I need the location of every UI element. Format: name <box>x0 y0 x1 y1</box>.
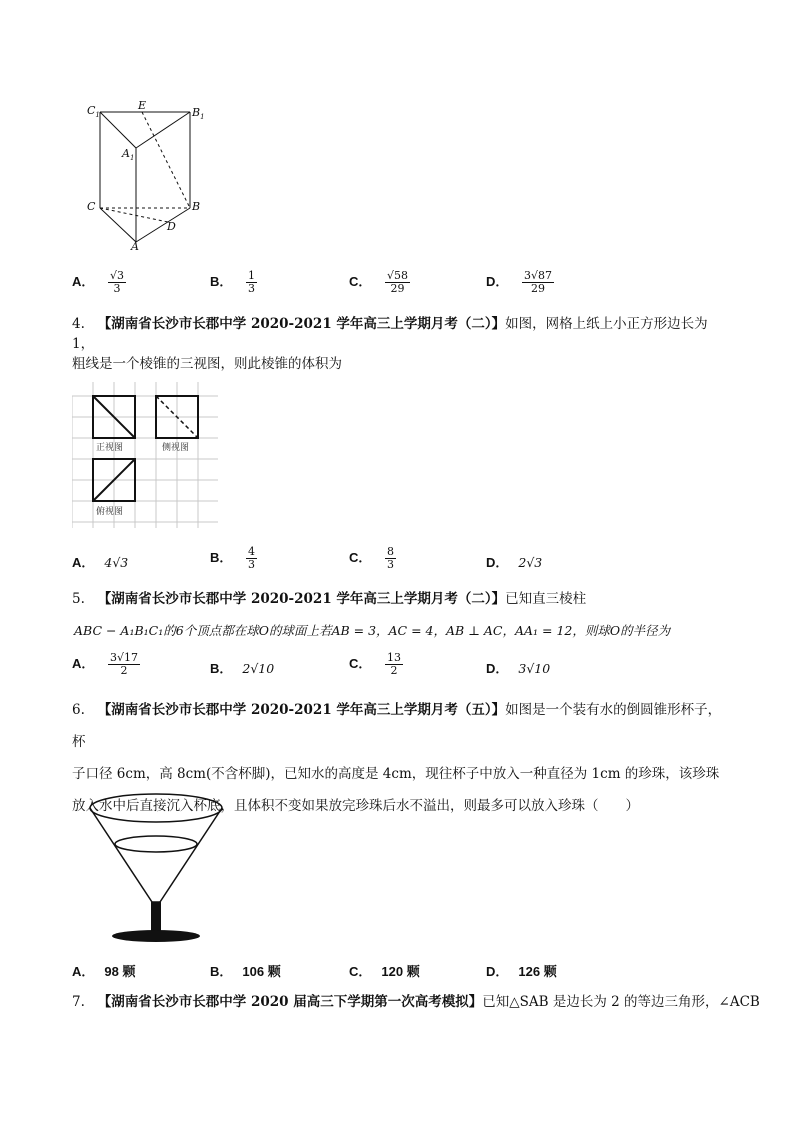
q4-stem: 4. 【湖南省长沙市长郡中学 2020-2021 学年高三上学期月考（二）】如图，网格上纸上小正方形边长为 1， 粗线是一个棱锥的三视图，则此棱锥的体积为 <box>72 316 708 372</box>
three-view-grid <box>72 382 220 530</box>
label-e: E <box>138 99 147 112</box>
top-view-caption: 俯视图 <box>96 507 124 517</box>
label-c: C <box>87 200 96 213</box>
q3-option-a[interactable]: A． $\frac{√3}{3}$ <box>72 269 125 295</box>
q4-option-c[interactable]: C． $\frac{8}{3}$ <box>349 545 395 571</box>
q6-stem: 6. 【湖南省长沙市长郡中学 2020-2021 学年高三上学期月考（五）】如图是一个装有水的倒圆锥形杯子，杯 子口径 6cm，高 8cm(不含杯脚)，已知水的高度是 4cm，现往杯子中放入一种直径为 1cm 的珍珠，该珍珠 放入水中后直接沉入杯底，且体积不变如果放完珍珠后水不溢出，则最多可以放入珍珠（ ） <box>72 702 722 814</box>
front-view-caption: 正视图 <box>96 443 124 453</box>
q5-condition: ABC − A₁B₁C₁的6个顶点都在球O的球面上若AB = 3，AC = 4，AB ⊥ AC，AA₁ = 12，则球O的半径为 <box>74 623 671 638</box>
q5-option-c[interactable]: C． $\frac{13}{2}$ <box>349 651 402 677</box>
label-a: A <box>131 240 139 253</box>
side-view-caption: 侧视图 <box>162 443 190 453</box>
label-c1: $C_1$ <box>87 104 100 120</box>
q5-stem: 5. 【湖南省长沙市长郡中学 2020-2021 学年高三上学期月考（二）】已知直三棱柱 <box>72 591 587 607</box>
q4-option-d[interactable]: D． 2√3 <box>486 555 543 570</box>
q4-option-a[interactable]: A． 4√3 <box>72 555 129 570</box>
q7-stem: 7. 【湖南省长沙市长郡中学 2020 届高三下学期第一次高考模拟】已知△SAB 是边长为 2 的等边三角形，∠ACB <box>72 994 760 1010</box>
cone-cup-figure <box>86 790 226 946</box>
q3-option-d[interactable]: D． $\frac{3√87}{29}$ <box>486 269 553 295</box>
q5-option-a[interactable]: A． $\frac{3√17}{2}$ <box>72 651 139 677</box>
label-d: D <box>167 220 176 233</box>
q6-option-b[interactable]: B． 106 颗 <box>210 964 281 979</box>
q6-option-c[interactable]: C． 120 颗 <box>349 964 420 979</box>
label-a1: $A_1$ <box>122 147 135 163</box>
q4-option-b[interactable]: B． $\frac{4}{3}$ <box>210 545 256 571</box>
q5-option-d[interactable]: D． 3√10 <box>486 661 551 676</box>
label-b1: $B_1$ <box>192 106 205 122</box>
q3-option-c[interactable]: C． $\frac{√58}{29}$ <box>349 269 409 295</box>
q6-option-a[interactable]: A． 98 颗 <box>72 964 136 979</box>
q5-option-b[interactable]: B． 2√10 <box>210 661 275 676</box>
label-b: B <box>192 200 201 213</box>
q3-option-b[interactable]: B． $\frac{1}{3}$ <box>210 269 256 295</box>
prism-figure <box>80 98 210 258</box>
q6-option-d[interactable]: D． 126 颗 <box>486 964 557 979</box>
